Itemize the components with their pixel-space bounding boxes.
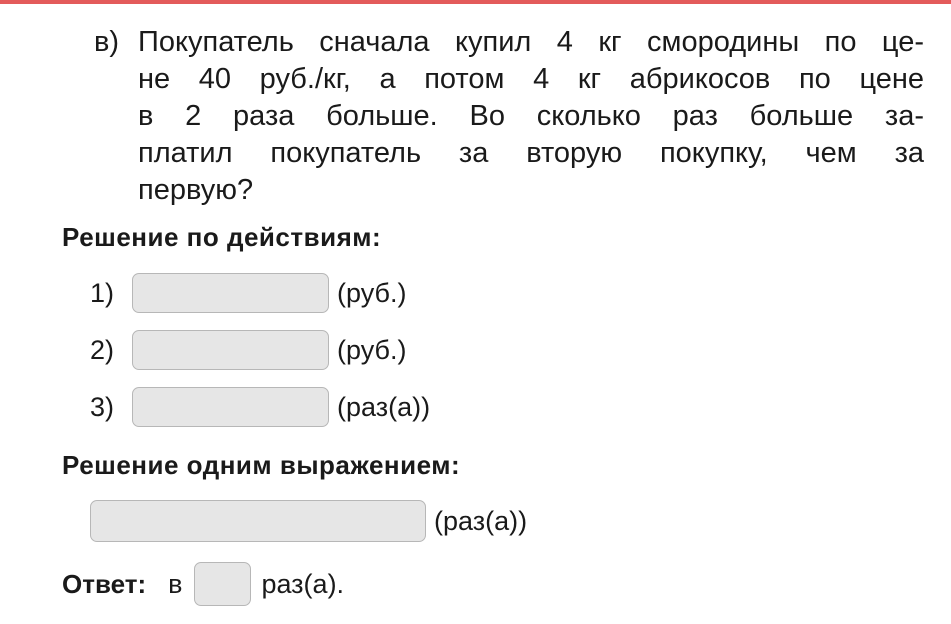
step-unit: (раз(а)) bbox=[337, 391, 431, 422]
step-row-3 bbox=[90, 387, 430, 427]
step-unit: (руб.) bbox=[337, 277, 407, 308]
answer-prefix: в bbox=[168, 568, 183, 599]
expression-row bbox=[90, 500, 527, 542]
step-1-answer-field[interactable] bbox=[132, 273, 329, 313]
step-row-2 bbox=[90, 330, 406, 370]
problem-line: в 2 раза больше. Во сколько раз больше за- bbox=[138, 100, 924, 132]
step-number: 3) bbox=[90, 391, 115, 422]
expression-unit: (раз(а)) bbox=[434, 505, 528, 536]
step-row-1 bbox=[90, 273, 406, 313]
steps-heading: Решение по действиям: bbox=[62, 222, 382, 252]
step-3-answer-field[interactable] bbox=[132, 387, 329, 427]
problem-text bbox=[94, 24, 924, 209]
problem-line: платил покупатель за вторую покупку, чем за bbox=[138, 137, 924, 169]
answer-suffix: раз(а). bbox=[261, 568, 345, 599]
step-unit: (руб.) bbox=[337, 334, 407, 365]
final-answer-field[interactable] bbox=[194, 562, 251, 606]
expression-answer-field[interactable] bbox=[90, 500, 426, 542]
answer-row bbox=[62, 562, 344, 606]
problem-line: не 40 руб./кг, а потом 4 кг абрикосов по цене bbox=[138, 63, 924, 95]
problem-line: Покупатель сначала купил 4 кг смородины по це- bbox=[138, 26, 924, 58]
problem-marker: в) bbox=[94, 26, 120, 58]
step-number: 1) bbox=[90, 277, 115, 308]
step-2-answer-field[interactable] bbox=[132, 330, 329, 370]
problem-line: первую? bbox=[138, 174, 254, 206]
top-accent-bar bbox=[0, 0, 951, 4]
step-number: 2) bbox=[90, 334, 115, 365]
answer-label: Ответ: bbox=[62, 568, 147, 599]
expression-heading: Решение одним выражением: bbox=[62, 450, 461, 480]
